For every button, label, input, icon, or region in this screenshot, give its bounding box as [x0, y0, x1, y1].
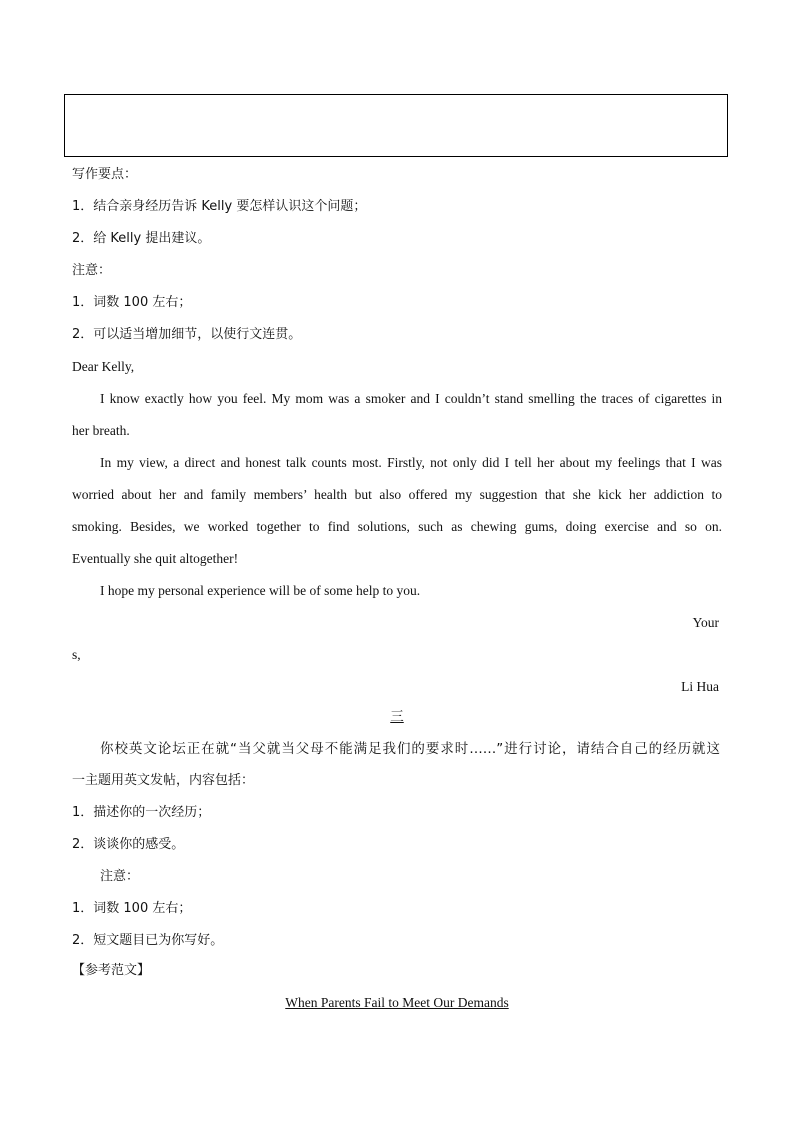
letter-closing: Your	[692, 615, 719, 630]
letter-para2-line1: In my view, a direct and honest talk counts most. Firstly, not only did I tell her about my feelings that I was	[100, 455, 722, 470]
letter-para1-line2: her breath.	[72, 423, 130, 438]
section-intro-line2: 一主题用英文发帖，内容包括：	[72, 773, 255, 788]
essay-title: When Parents Fail to Meet Our Demands	[285, 995, 509, 1010]
content-item-1: 1．描述你的一次经历；	[72, 805, 211, 820]
section-intro-line1: 你校英文论坛正在就“当父就当父母不能满足我们的要求时……”进行讨论，请结合自己的经历就这	[100, 741, 720, 757]
letter-para3: I hope my personal experience will be of some help to you.	[100, 583, 421, 598]
content-item-2: 2．谈谈你的感受。	[72, 837, 185, 852]
notes-heading-2: 注意：	[100, 869, 140, 884]
letter-para2-line4: Eventually she quit altogether!	[72, 551, 239, 566]
letter-para1-line1: I know exactly how you feel. My mom was a smoker and I couldn’t stand smelling the traces of cigarettes in	[100, 391, 722, 406]
section-number: 三	[390, 709, 404, 725]
writing-point-1: 1．结合亲身经历告诉 Kelly 要怎样认识这个问题；	[72, 199, 367, 214]
answer-box	[64, 94, 728, 157]
letter-para2-line2: worried about her and family members’ health but also offered my suggestion that she kick her addiction to	[72, 487, 722, 502]
note-2-1: 1．词数 100 左右；	[72, 901, 192, 916]
note-1: 1．词数 100 左右；	[72, 295, 192, 310]
notes-heading: 注意：	[72, 263, 112, 278]
note-2: 2．可以适当增加细节，以使行文连贯。	[72, 327, 302, 342]
writing-point-2: 2．给 Kelly 提出建议。	[72, 231, 211, 246]
note-2-2: 2．短文题目已为你写好。	[72, 933, 224, 948]
letter-salutation: Dear Kelly,	[72, 359, 135, 374]
letter-para2-line3: smoking. Besides, we worked together to find solutions, such as chewing gums, doing exercise and so on.	[72, 519, 722, 534]
reference-label: 【参考范文】	[72, 963, 151, 978]
letter-closing-wrap: s,	[72, 647, 81, 662]
writing-points-heading: 写作要点：	[72, 167, 138, 182]
letter-signature: Li Hua	[681, 679, 719, 694]
